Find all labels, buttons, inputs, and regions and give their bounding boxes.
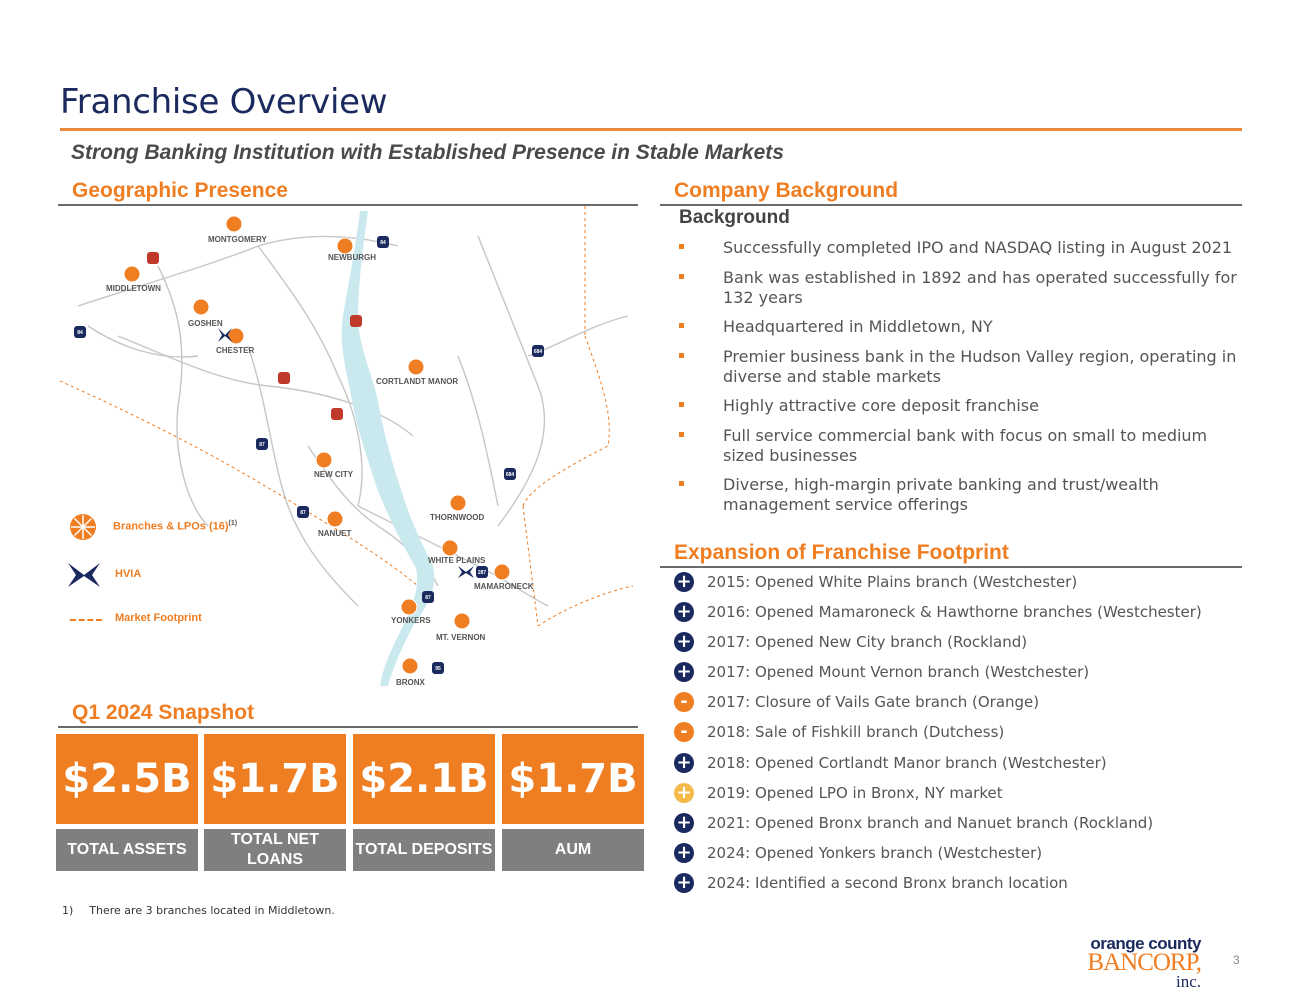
place-label: MAMARONECK <box>474 582 534 591</box>
expansion-item <box>674 841 1042 865</box>
plus-icon: + <box>674 753 694 773</box>
background-bullet-text: Diverse, high-margin private banking and trust/wealth management service offerings <box>723 475 1159 514</box>
expansion-item <box>674 660 1089 684</box>
expansion-item-text: 2021: Opened Bronx branch and Nanuet branch (Rockland) <box>707 814 1154 832</box>
expansion-item-text: 2019: Opened LPO in Bronx, NY market <box>707 784 1003 802</box>
company-logo <box>1087 935 1201 989</box>
plus-icon: + <box>674 632 694 652</box>
snapshot-label: AUM <box>502 829 644 871</box>
place-label: CHESTER <box>216 346 255 355</box>
branch-marker-icon <box>316 452 332 468</box>
bullet-square-icon <box>679 402 684 407</box>
bullet-square-icon <box>679 353 684 358</box>
snapshot-value: $1.7B <box>502 734 644 824</box>
place-label: GOSHEN <box>188 319 223 328</box>
place-label: NEWBURGH <box>328 253 376 262</box>
place-label: CORTLANDT MANOR <box>376 377 459 386</box>
bullet-square-icon <box>679 244 684 249</box>
expansion-item <box>674 570 1077 594</box>
logo-line-1: orange county <box>1090 934 1201 953</box>
snapshot-label <box>204 829 346 871</box>
expansion-item <box>674 600 1202 624</box>
branch-marker-icon <box>124 266 140 282</box>
highway-label: 684 <box>505 472 515 478</box>
footprint-legend-icon <box>70 619 102 621</box>
highway-label: 84 <box>380 240 386 246</box>
expansion-item-text: 2017: Opened New City branch (Rockland) <box>707 633 1028 651</box>
footnote-number: 1) <box>62 904 74 917</box>
legend-footprint: Market Footprint <box>115 612 202 624</box>
highway-label: 87 <box>300 510 306 516</box>
legend-branches <box>113 520 237 533</box>
plus-icon: + <box>674 843 694 863</box>
snapshot-value: $2.5B <box>56 734 198 824</box>
logo-line-2: BANCORP, <box>1087 949 1201 976</box>
plus-icon: + <box>674 572 694 592</box>
bullet-square-icon <box>679 432 684 437</box>
branch-marker-icon <box>402 658 418 674</box>
background-bullet-list <box>679 238 1239 525</box>
background-bullet-text: Full service commercial bank with focus on small to medium sized businesses <box>723 425 1208 465</box>
background-bullet <box>679 347 1239 387</box>
snapshot-label: TOTAL DEPOSITS <box>353 829 495 871</box>
expansion-item <box>674 630 1027 654</box>
place-label: WHITE PLAINS <box>428 556 486 565</box>
plus-icon: + <box>674 602 694 622</box>
background-bullet <box>679 238 1239 258</box>
footnote-text: There are 3 branches located in Middletown. <box>89 904 335 917</box>
expansion-heading: Expansion of Franchise Footprint <box>674 541 1009 564</box>
expansion-item-text: 2015: Opened White Plains branch (Westchester) <box>707 573 1078 591</box>
branch-marker-icon <box>337 238 353 254</box>
snapshot-value: $1.7B <box>204 734 346 824</box>
background-bullet-text: Highly attractive core deposit franchise <box>723 396 1039 415</box>
branch-marker-icon <box>408 359 424 375</box>
expansion-item-text: 2024: Opened Yonkers branch (Westchester) <box>707 844 1043 862</box>
snapshot-divider <box>58 726 638 728</box>
expansion-item <box>674 781 1003 805</box>
branch-marker-icon <box>327 511 343 527</box>
background-bullet <box>679 475 1239 515</box>
expansion-item-text: 2018: Sale of Fishkill branch (Dutchess) <box>707 723 1005 741</box>
plus-icon: + <box>674 813 694 833</box>
hvia-marker-icon <box>458 566 474 578</box>
expansion-item <box>674 751 1107 775</box>
plus-icon: + <box>674 662 694 682</box>
highway-label: 87 <box>425 595 431 601</box>
highway-label: 287 <box>477 570 487 576</box>
company-divider <box>660 204 1242 206</box>
expansion-item-text: 2016: Opened Mamaroneck & Hawthorne branches (Westchester) <box>707 603 1202 621</box>
background-bullet <box>679 426 1239 466</box>
minus-icon: - <box>674 692 694 712</box>
branch-marker-icon <box>454 613 470 629</box>
branch-legend-icon <box>68 512 98 542</box>
snapshot-label-text: TOTAL NET LOANS <box>231 831 319 868</box>
minus-icon: - <box>674 722 694 742</box>
hvia-legend-icon <box>66 561 102 589</box>
background-bullet <box>679 268 1239 308</box>
plus-icon: + <box>674 873 694 893</box>
place-label: BRONX <box>396 678 425 687</box>
page-subtitle: Strong Banking Institution with Established Presence in Stable Markets <box>71 141 784 164</box>
highway-label: 95 <box>435 666 441 672</box>
branch-marker-icon <box>401 599 417 615</box>
bullet-square-icon <box>679 481 684 486</box>
place-label: THORNWOOD <box>430 513 485 522</box>
expansion-item <box>674 720 1004 744</box>
background-bullet-text: Bank was established in 1892 and has operated successfully for 132 years <box>723 267 1237 307</box>
place-label: MT. VERNON <box>436 633 486 642</box>
title-divider <box>60 128 1242 131</box>
branch-marker-icon <box>494 564 510 580</box>
expansion-item <box>674 811 1153 835</box>
company-heading: Company Background <box>674 179 899 202</box>
snapshot-value: $2.1B <box>353 734 495 824</box>
branch-marker-icon <box>193 299 209 315</box>
plus-icon: + <box>674 783 694 803</box>
branch-marker-icon <box>226 216 242 232</box>
snapshot-label: TOTAL ASSETS <box>56 829 198 871</box>
legend-hvia: HVIA <box>115 568 142 580</box>
background-bullet <box>679 396 1239 416</box>
expansion-divider <box>660 566 1242 568</box>
expansion-item <box>674 871 1068 895</box>
expansion-item-text: 2017: Closure of Vails Gate branch (Orange) <box>707 693 1040 711</box>
logo-line-3: inc. <box>1175 972 1201 991</box>
branch-marker-icon <box>442 540 458 556</box>
place-label: MIDDLETOWN <box>106 284 161 293</box>
page-title: Franchise Overview <box>60 82 388 122</box>
page-number: 3 <box>1233 953 1240 967</box>
expansion-item-text: 2017: Opened Mount Vernon branch (Westchester) <box>707 663 1090 681</box>
footnote <box>62 904 335 917</box>
bullet-square-icon <box>679 274 684 279</box>
place-label: NEW CITY <box>314 470 354 479</box>
expansion-item-text: 2024: Identified a second Bronx branch location <box>707 874 1068 892</box>
geo-heading: Geographic Presence <box>72 179 288 202</box>
place-label: NANUET <box>318 529 352 538</box>
highway-label: 87 <box>259 442 265 448</box>
legend-branches-text: Branches & LPOs (16) <box>113 520 229 533</box>
highway-label: 684 <box>533 349 543 355</box>
place-label: YONKERS <box>391 616 431 625</box>
branch-marker-icon <box>450 495 466 511</box>
legend-branches-sup: (1) <box>228 520 238 527</box>
background-bullet-text: Headquartered in Middletown, NY <box>723 317 993 336</box>
background-bullet <box>679 317 1239 337</box>
snapshot-heading: Q1 2024 Snapshot <box>72 701 255 724</box>
background-bullet-text: Successfully completed IPO and NASDAQ listing in August 2021 <box>723 238 1233 257</box>
place-label: MONTGOMERY <box>208 235 267 244</box>
bullet-square-icon <box>679 323 684 328</box>
expansion-item <box>674 690 1039 714</box>
background-subheading: Background <box>679 207 790 228</box>
expansion-item-text: 2018: Opened Cortlandt Manor branch (Westchester) <box>707 754 1107 772</box>
highway-label: 84 <box>77 330 83 336</box>
background-bullet-text: Premier business bank in the Hudson Valley region, operating in diverse and stable markets <box>723 346 1237 386</box>
